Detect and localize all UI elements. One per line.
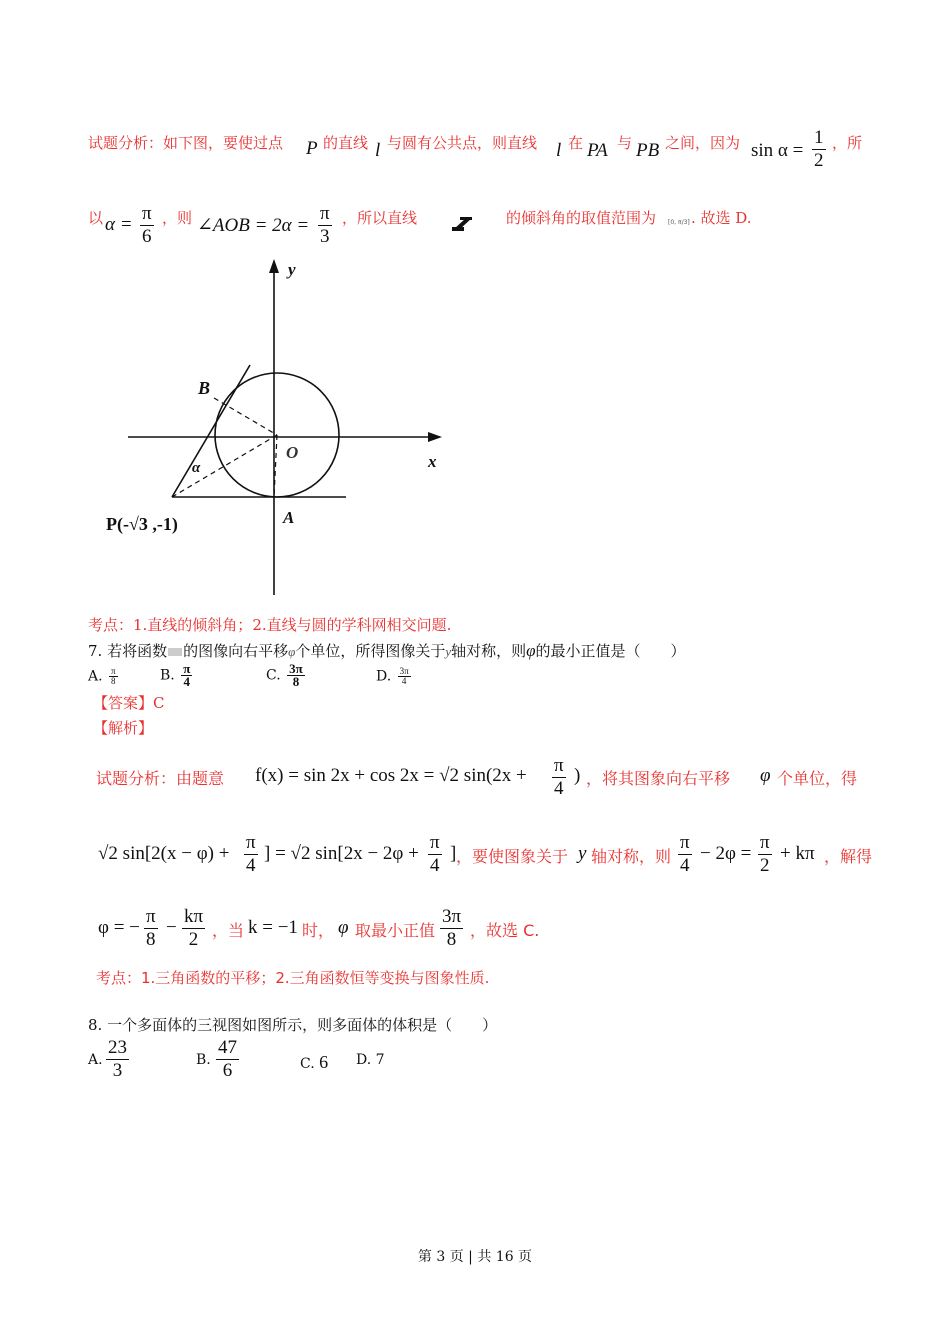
- P-label: P(-√3 ,-1): [106, 514, 178, 534]
- numerator: π: [246, 832, 256, 853]
- text: 个单位，得: [777, 769, 858, 788]
- fraction-pi-3: [316, 203, 334, 248]
- broken-formula-icon: [168, 648, 182, 656]
- fraction-pi-2: [756, 832, 774, 877]
- denominator: 2: [814, 150, 824, 171]
- math-phi: φ: [526, 641, 536, 660]
- O-label: O: [286, 443, 299, 462]
- q8-choice-A-label[interactable]: A.: [88, 1052, 103, 1068]
- fraction-pi-4: [426, 832, 444, 877]
- math-alpha-eq: α =: [105, 214, 133, 235]
- text: 之间，因为: [665, 134, 741, 152]
- page-footer: 第 3 页 | 共 16 页: [417, 1249, 533, 1265]
- text: 时，: [302, 921, 335, 940]
- fraction-pi-4: [676, 832, 694, 877]
- q7-choice-D[interactable]: [376, 667, 413, 686]
- math-k: k = −1: [248, 917, 298, 938]
- tangent-line-PB: [172, 365, 250, 497]
- choice-label: A.: [88, 668, 103, 685]
- text: 的倾斜角的取值范围为: [506, 209, 657, 227]
- text: 与圆有公共点，则直线: [387, 134, 538, 152]
- q7-kaodian: 考点：1.三角函数的平移；2.三角函数恒等变换与图象性质.: [96, 969, 490, 987]
- q7-answer: 【答案】C: [93, 694, 165, 712]
- choice-label: D.: [376, 668, 392, 685]
- denominator: 3: [112, 1060, 123, 1081]
- B-label: B: [198, 378, 211, 398]
- q7-choice-C[interactable]: [266, 663, 307, 688]
- text: 7. 若将函数: [88, 642, 168, 660]
- text: ，当: [212, 921, 245, 940]
- math-phi: φ: [338, 917, 349, 938]
- denominator: 8: [292, 674, 300, 689]
- text: 轴对称，则: [591, 847, 672, 866]
- text: 轴对称，则: [451, 642, 527, 660]
- math-l2c: ]: [450, 843, 457, 864]
- fraction-3pi-8: [438, 906, 465, 951]
- math-l2d: − 2φ =: [700, 843, 752, 864]
- math-l3a: φ = −: [98, 917, 140, 938]
- denominator: 8: [146, 929, 156, 950]
- q8-choice-B-label[interactable]: B.: [196, 1052, 211, 1068]
- choice-label: C.: [300, 1056, 315, 1072]
- denominator: 8: [111, 676, 116, 686]
- numerator: 47: [218, 1037, 237, 1058]
- math-P: P: [306, 138, 318, 159]
- text: 在: [568, 134, 584, 152]
- fraction-pi-8: [142, 906, 160, 951]
- text: 试题分析：由题意: [96, 769, 225, 788]
- text: ，要使图象关于: [456, 847, 569, 866]
- choice-value: 6: [319, 1052, 329, 1072]
- text: 个单位，所得图像关于: [295, 642, 446, 660]
- text: ，故选 C.: [470, 921, 540, 940]
- math-PA: PA: [587, 140, 608, 161]
- denominator: 6: [142, 226, 152, 247]
- text: . 故选 D.: [691, 209, 752, 227]
- math-l2b: ] = √2 sin[2x − 2φ +: [264, 843, 419, 864]
- numerator: 3π: [289, 661, 303, 676]
- fraction-pi-4: [242, 832, 260, 877]
- text: 的图像向右平移: [183, 642, 289, 660]
- math-l: l: [556, 140, 562, 161]
- geometry-figure: [90, 255, 470, 609]
- text: ，所: [832, 134, 863, 152]
- dashed-PO: [172, 435, 277, 497]
- denominator: 3: [320, 226, 330, 247]
- math-phi: φ: [760, 765, 771, 786]
- choice-label: B.: [160, 667, 175, 684]
- fraction-pi-4: [550, 755, 568, 800]
- denominator: 4: [680, 855, 690, 876]
- q6-kaodian: 考点：1.直线的倾斜角；2.直线与圆的学科网相交问题.: [88, 616, 452, 634]
- q8-choice-A-frac[interactable]: [104, 1037, 131, 1082]
- denominator: 4: [401, 676, 407, 686]
- text: 的最小正值是（ ）: [535, 642, 686, 660]
- math-y: y: [445, 644, 452, 659]
- q7-choice-B[interactable]: [160, 663, 194, 688]
- numerator: 3π: [399, 666, 409, 676]
- text: 取最小正值: [355, 921, 436, 940]
- denominator: 8: [446, 929, 457, 950]
- denominator: 6: [222, 1060, 233, 1081]
- numerator: π: [183, 661, 191, 676]
- denominator: 4: [430, 855, 440, 876]
- numerator: 23: [108, 1037, 127, 1058]
- denominator: 4: [246, 855, 256, 876]
- math-phi: φ: [288, 644, 296, 659]
- numerator: π: [554, 755, 564, 776]
- y-label: y: [288, 260, 296, 279]
- text: 以: [88, 209, 104, 227]
- A-label: A: [283, 508, 295, 527]
- denominator: 4: [183, 674, 191, 689]
- circle-tangent-diagram: [90, 255, 470, 605]
- line-l-glyph: [450, 215, 474, 237]
- math-fx: f(x) = sin 2x + cos 2x = √2 sin(2x +: [255, 765, 527, 786]
- text: ，所以直线: [342, 209, 418, 227]
- text: 的直线: [323, 134, 369, 152]
- alpha-label: α: [192, 460, 201, 476]
- x-label: x: [428, 452, 437, 471]
- range-small: [0, π/3]: [668, 219, 690, 226]
- numerator: 3π: [442, 906, 462, 927]
- y-axis-arrow-icon: [269, 259, 279, 273]
- math-l2e: + kπ: [780, 843, 815, 864]
- math-aob: ∠AOB = 2α =: [197, 215, 310, 236]
- choice-label: C.: [266, 667, 281, 684]
- text: ，则: [162, 209, 193, 227]
- q8-choice-D[interactable]: [356, 1052, 385, 1068]
- numerator: π: [146, 906, 156, 927]
- numerator: π: [320, 203, 330, 224]
- numerator: π: [760, 832, 770, 853]
- q8-stem: 8. 一个多面体的三视图如图所示，则多面体的体积是（ ）: [88, 1016, 498, 1034]
- text: 与: [617, 134, 633, 152]
- fraction-kpi-2: [180, 906, 207, 951]
- math-close: ): [574, 765, 581, 786]
- math-y: y: [578, 843, 587, 864]
- text: ，解得: [824, 847, 873, 866]
- math-minus: −: [166, 917, 177, 938]
- q7-stem: [88, 640, 686, 661]
- text: ，将其图象向右平移: [586, 769, 731, 788]
- math-PB: PB: [636, 140, 660, 161]
- numerator: π: [430, 832, 440, 853]
- denominator: 2: [188, 929, 199, 950]
- fraction-half: [810, 127, 828, 172]
- q7-choice-A[interactable]: [88, 667, 120, 686]
- q8-choice-B-frac[interactable]: [214, 1037, 241, 1082]
- choice-label: D.: [356, 1052, 372, 1068]
- fraction-pi-6: [138, 203, 156, 248]
- dashed-BO: [214, 398, 277, 435]
- q6-analysis-line1: [88, 132, 283, 153]
- numerator: π: [111, 666, 116, 676]
- denominator: 4: [554, 778, 564, 799]
- numerator: π: [680, 832, 690, 853]
- q8-choice-C[interactable]: [300, 1052, 328, 1073]
- math-l2a: √2 sin[2(x − φ) +: [98, 843, 230, 864]
- x-axis-arrow-icon: [428, 432, 442, 442]
- numerator: 1: [814, 127, 824, 148]
- broken-glyph-icon: [450, 215, 474, 233]
- numerator: kπ: [184, 906, 204, 927]
- q7-jiexi: 【解析】: [93, 719, 154, 737]
- denominator: 2: [760, 855, 770, 876]
- choice-value: 7: [375, 1052, 385, 1068]
- text: 试题分析：如下图，要使过点: [88, 134, 284, 152]
- math-sin-alpha: sin α =: [751, 140, 804, 161]
- numerator: π: [142, 203, 152, 224]
- math-l: l: [375, 140, 381, 161]
